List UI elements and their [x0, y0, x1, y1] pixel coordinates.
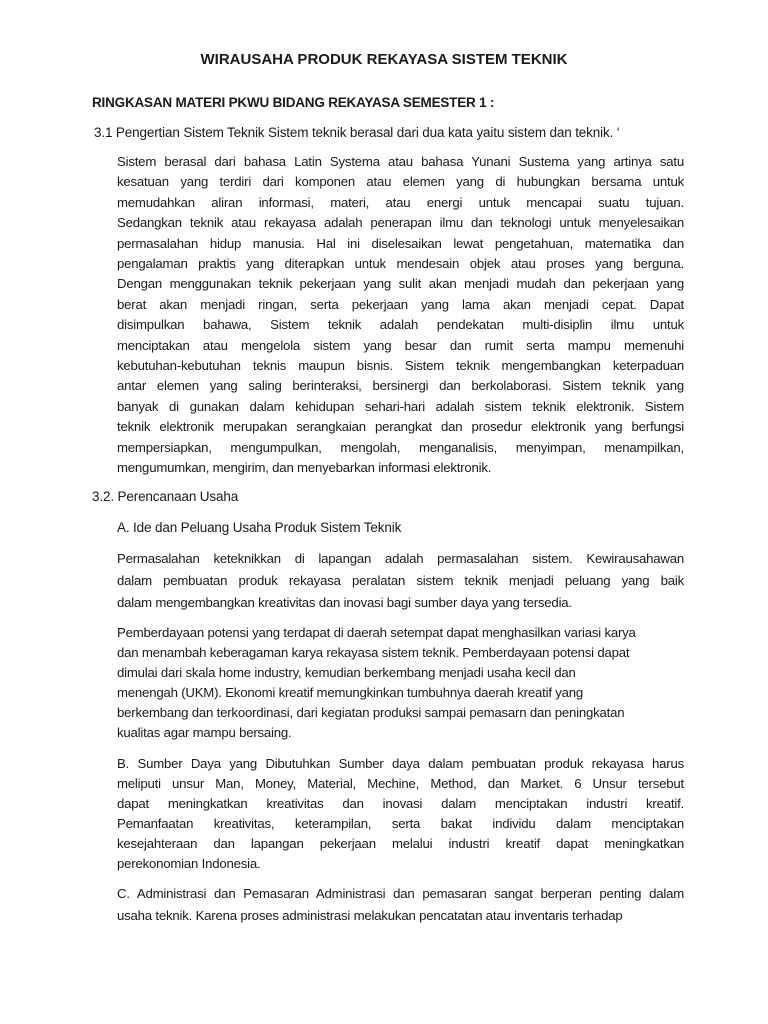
subsection-a-heading: A. Ide dan Peluang Usaha Produk Sistem Teknik	[117, 520, 402, 535]
text-line: dan menambah keberagaman karya rekayasa sistem teknik. Pemberdayaan potensi dapat	[117, 645, 630, 660]
text-line: Permasalahan keteknikkan di lapangan adalah permasalahan sistem. Kewirausahawan	[117, 551, 684, 566]
text-line: Pemanfaatan kreativitas, keterampilan, serta bakat individu dalam menciptakan	[117, 816, 684, 831]
text-line: Pemberdayaan potensi yang terdapat di daerah setempat dapat menghasilkan variasi karya	[117, 625, 636, 640]
document-title: WIRAUSAHA PRODUK REKAYASA SISTEM TEKNIK	[200, 51, 568, 68]
text-line: antar elemen yang saling berinteraksi, bersinergi dan berkolaborasi. Sistem teknik yang	[117, 378, 684, 394]
paragraph-sistem	[117, 152, 684, 479]
section-3-2-heading: 3.2. Perencanaan Usaha	[92, 489, 239, 504]
text-line: disimpulkan bahawa, Sistem teknik adalah pendekatan multi-disiplin ilmu untuk	[117, 317, 684, 333]
text-line: menengah (UKM). Ekonomi kreatif memungkinkan tumbuhnya daerah kreatif yang	[117, 685, 584, 700]
text-line: pengalaman praktis yang diterapkan untuk mendesain objek atau proses yang berguna.	[117, 256, 684, 272]
text-line: mempersiapkan, mengumpulkan, mengolah, menganalisis, menyimpan, menampilkan,	[117, 439, 684, 455]
paragraph-administrasi	[117, 883, 684, 927]
text-line: Sistem berasal dari bahasa Latin Systema atau bahasa Yunani Sustema yang artinya satu	[117, 154, 684, 169]
summary-heading: RINGKASAN MATERI PKWU BIDANG REKAYASA SEMESTER 1 :	[92, 95, 495, 110]
text-line: kesejahteraan dan lapangan pekerjaan melalui industri kreatif dapat meningkatkan	[117, 836, 684, 851]
text-line: meliputi unsur Man, Money, Material, Mechine, Method, dan Market. 6 Unsur tersebut	[117, 776, 684, 791]
text-line: perekonomian Indonesia.	[117, 856, 261, 871]
text-line: teknik elektronik merupakan serangkaian perangkat dan prosedur elektronik yang berfungsi	[117, 419, 684, 435]
text-line: kesatuan yang terdiri dari komponen atau elemen yang di hubungkan bersama untuk	[117, 174, 684, 190]
text-line: kualitas agar mampu bersaing.	[117, 725, 292, 740]
text-line: Dengan menggunakan teknik pekerjaan yang sulit akan menjadi mudah dan pekerjaan yang	[117, 276, 684, 292]
text-line: permasalahan hidup manusia. Hal ini diselesaikan lewat pengetahuan, matematika dan	[117, 235, 684, 251]
text-line: dimulai dari skala home industry, kemudian berkembang menjadi usaha kecil dan	[117, 665, 576, 680]
section-3-1-heading: 3.1 Pengertian Sistem Teknik Sistem teknik berasal dari dua kata yaitu sistem dan teknik. ‘	[94, 125, 620, 140]
paragraph-permasalahan	[117, 548, 684, 614]
text-line: B. Sumber Daya yang Dibutuhkan Sumber daya dalam pembuatan produk rekayasa harus	[117, 756, 684, 771]
paragraph-sumber-daya	[117, 754, 684, 874]
text-line: memudahkan aliran informasi, materi, atau energi untuk mencapai suatu tujuan.	[117, 194, 684, 210]
text-line: Sedangkan teknik atau rekayasa adalah penerapan ilmu dan teknologi untuk menyelesaikan	[117, 215, 684, 231]
text-line: banyak di gunakan dalam kehidupan sehari-hari adalah sistem teknik elektronik. Sistem	[117, 398, 684, 414]
text-line: dalam pembuatan produk rekayasa peralatan sistem teknik menjadi peluang yang baik	[117, 573, 684, 588]
text-line: usaha teknik. Karena proses administrasi melakukan pencatatan atau inventaris terhadap	[117, 908, 623, 923]
text-line: mengumumkan, mengirim, dan menyebarkan informasi elektronik.	[117, 460, 492, 476]
text-line: berkembang dan terkoordinasi, dari kegiatan produksi sampai pemasarn dan peningkatan	[117, 705, 625, 720]
paragraph-pemberdayaan	[117, 623, 684, 743]
text-line: C. Administrasi dan Pemasaran Administrasi dan pemasaran sangat berperan penting dalam	[117, 886, 684, 901]
text-line: berat akan menjadi ringan, serta pekerjaan yang lama akan menjadi cepat. Dapat	[117, 296, 684, 312]
text-line: menciptakan atau mengelola sistem yang besar dan rumit serta mampu memenuhi	[117, 337, 684, 353]
text-line: dapat meningkatkan kreativitas dan inovasi dalam menciptakan industri kreatif.	[117, 796, 684, 811]
text-line: kebutuhan-kebutuhan teknis maupun bisnis. Sistem teknik mengembangkan keterpaduan	[117, 358, 684, 374]
text-line: dalam mengembangkan kreativitas dan inovasi bagi sumber daya yang tersedia.	[117, 595, 572, 610]
